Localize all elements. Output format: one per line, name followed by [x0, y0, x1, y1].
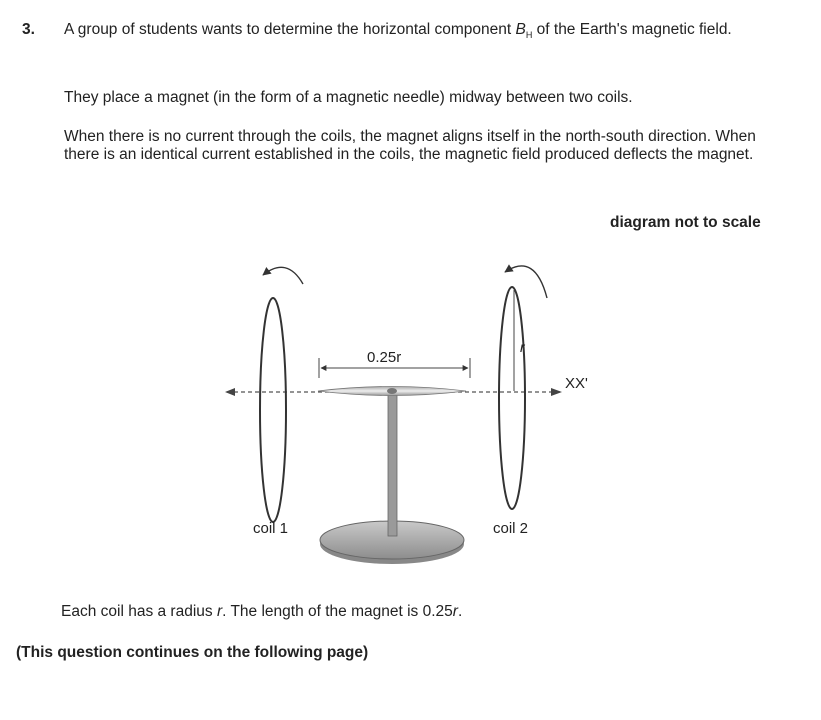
coil-2	[499, 287, 525, 509]
axis-right-arrowhead	[551, 388, 562, 396]
diagram-note: diagram not to scale	[610, 214, 761, 231]
coils-diagram	[215, 250, 595, 580]
caption-text-3: .	[457, 603, 463, 620]
caption-text-2: . The length of the magnet is 0.25	[222, 603, 453, 620]
caption-r2: r	[452, 603, 458, 620]
axis-label: XX'	[565, 375, 588, 392]
length-label: 0.25r	[367, 349, 402, 366]
stand-post	[388, 394, 397, 536]
coil-1-current-arrow	[263, 267, 303, 284]
radius-label: r	[520, 339, 525, 355]
caption-text-1: Each coil has a radius	[61, 603, 217, 620]
question-number: 3.	[22, 21, 35, 38]
axis-left-arrowhead	[225, 388, 235, 396]
question-paragraph-3: When there is no current through the coils, the magnet aligns itself in the north-south direction. When there is an identical current established in the coils, the magnetic field produced deflects the magnet.	[64, 128, 756, 163]
symbol-subscript-h: H	[525, 30, 533, 41]
intro-text-after: of the Earth's magnetic field.	[532, 21, 732, 38]
needle-pivot	[387, 388, 397, 394]
coil-2-current-arrow	[505, 266, 547, 298]
caption-r: r	[216, 603, 223, 620]
intro-text-before: A group of students wants to determine the horizontal component	[64, 21, 516, 38]
symbol-b: B	[515, 21, 526, 38]
diagram-caption	[61, 603, 462, 621]
question-paragraph-2: They place a magnet (in the form of a magnetic needle) midway between two coils.	[64, 89, 633, 106]
coil-1-label: coil 1	[253, 520, 289, 537]
question-intro	[64, 21, 764, 44]
coil-2-label: coil 2	[493, 520, 529, 537]
coil-1	[260, 298, 286, 522]
continues-note: (This question continues on the following page)	[16, 644, 369, 661]
